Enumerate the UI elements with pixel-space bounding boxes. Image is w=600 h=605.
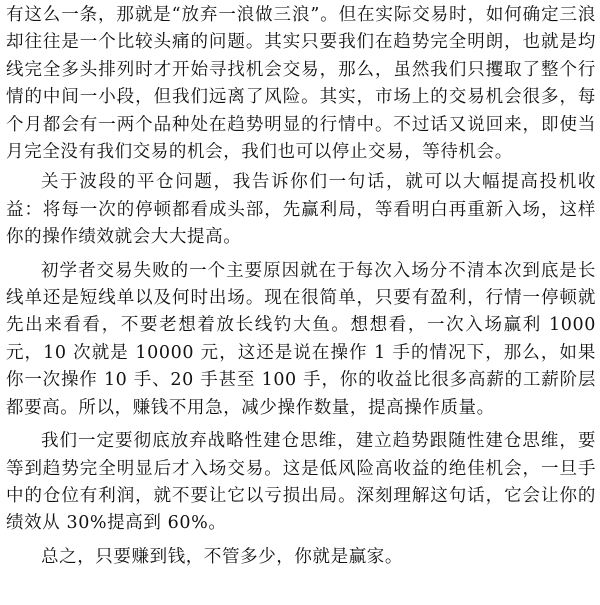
paragraph-4: 我们一定要彻底放弃战略性建仓思维，建立趋势跟随性建仓思维，要等到趋势完全明显后才入场交易。这是低风险高收益的绝佳机会，一旦手中的仓位有利润，就不要让它以亏损出局。深刻理解这句话，它会让你的绩效从 30%提高到 60%。: [6, 431, 596, 534]
paragraph-3: 初学者交易失败的一个主要原因就在于每次入场分不清本次到底是长线单还是短线单以及何时出场。现在很简单，只要有盈利，行情一停顿就先出来看看，不要老想着放长线钓大鱼。想想看，一次入场赢利 1000 元，10 次就是 10000 元，这还是说在操作 1 手的情况下，那么，如果你一次操作 10 手、20 手甚至 100 手，你的收益比很多高薪的工薪阶层都要高。所以，赚钱不用急，减少操作数量，提高操作质量。: [6, 260, 596, 418]
paragraph-5: 总之，只要赚到钱，不管多少，你就是赢家。: [41, 546, 403, 567]
paragraph-1: 有这么一条，那就是“放弃一浪做三浪”。但在实际交易时，如何确定三浪却往往是一个比较头痛的问题。其实只要我们在趋势完全明朗，也就是均线完全多头排列时才开始寻找机会交易，那么，虽然我们只攫取了整个行情的中间一小段，但我们远离了风险。其实，市场上的交易机会很多，每个月都会有一两个品种处在趋势明显的行情中。不过话又说回来，即使当月完全没有我们交易的机会，我们也可以停止交易，等待机会。: [6, 5, 596, 163]
paragraph-2: 关于波段的平仓问题，我告诉你们一句话，就可以大幅提高投机收益：将每一次的停顿都看成头部，先赢利局，等看明白再重新入场，这样你的操作绩效就会大大提高。: [6, 172, 596, 248]
